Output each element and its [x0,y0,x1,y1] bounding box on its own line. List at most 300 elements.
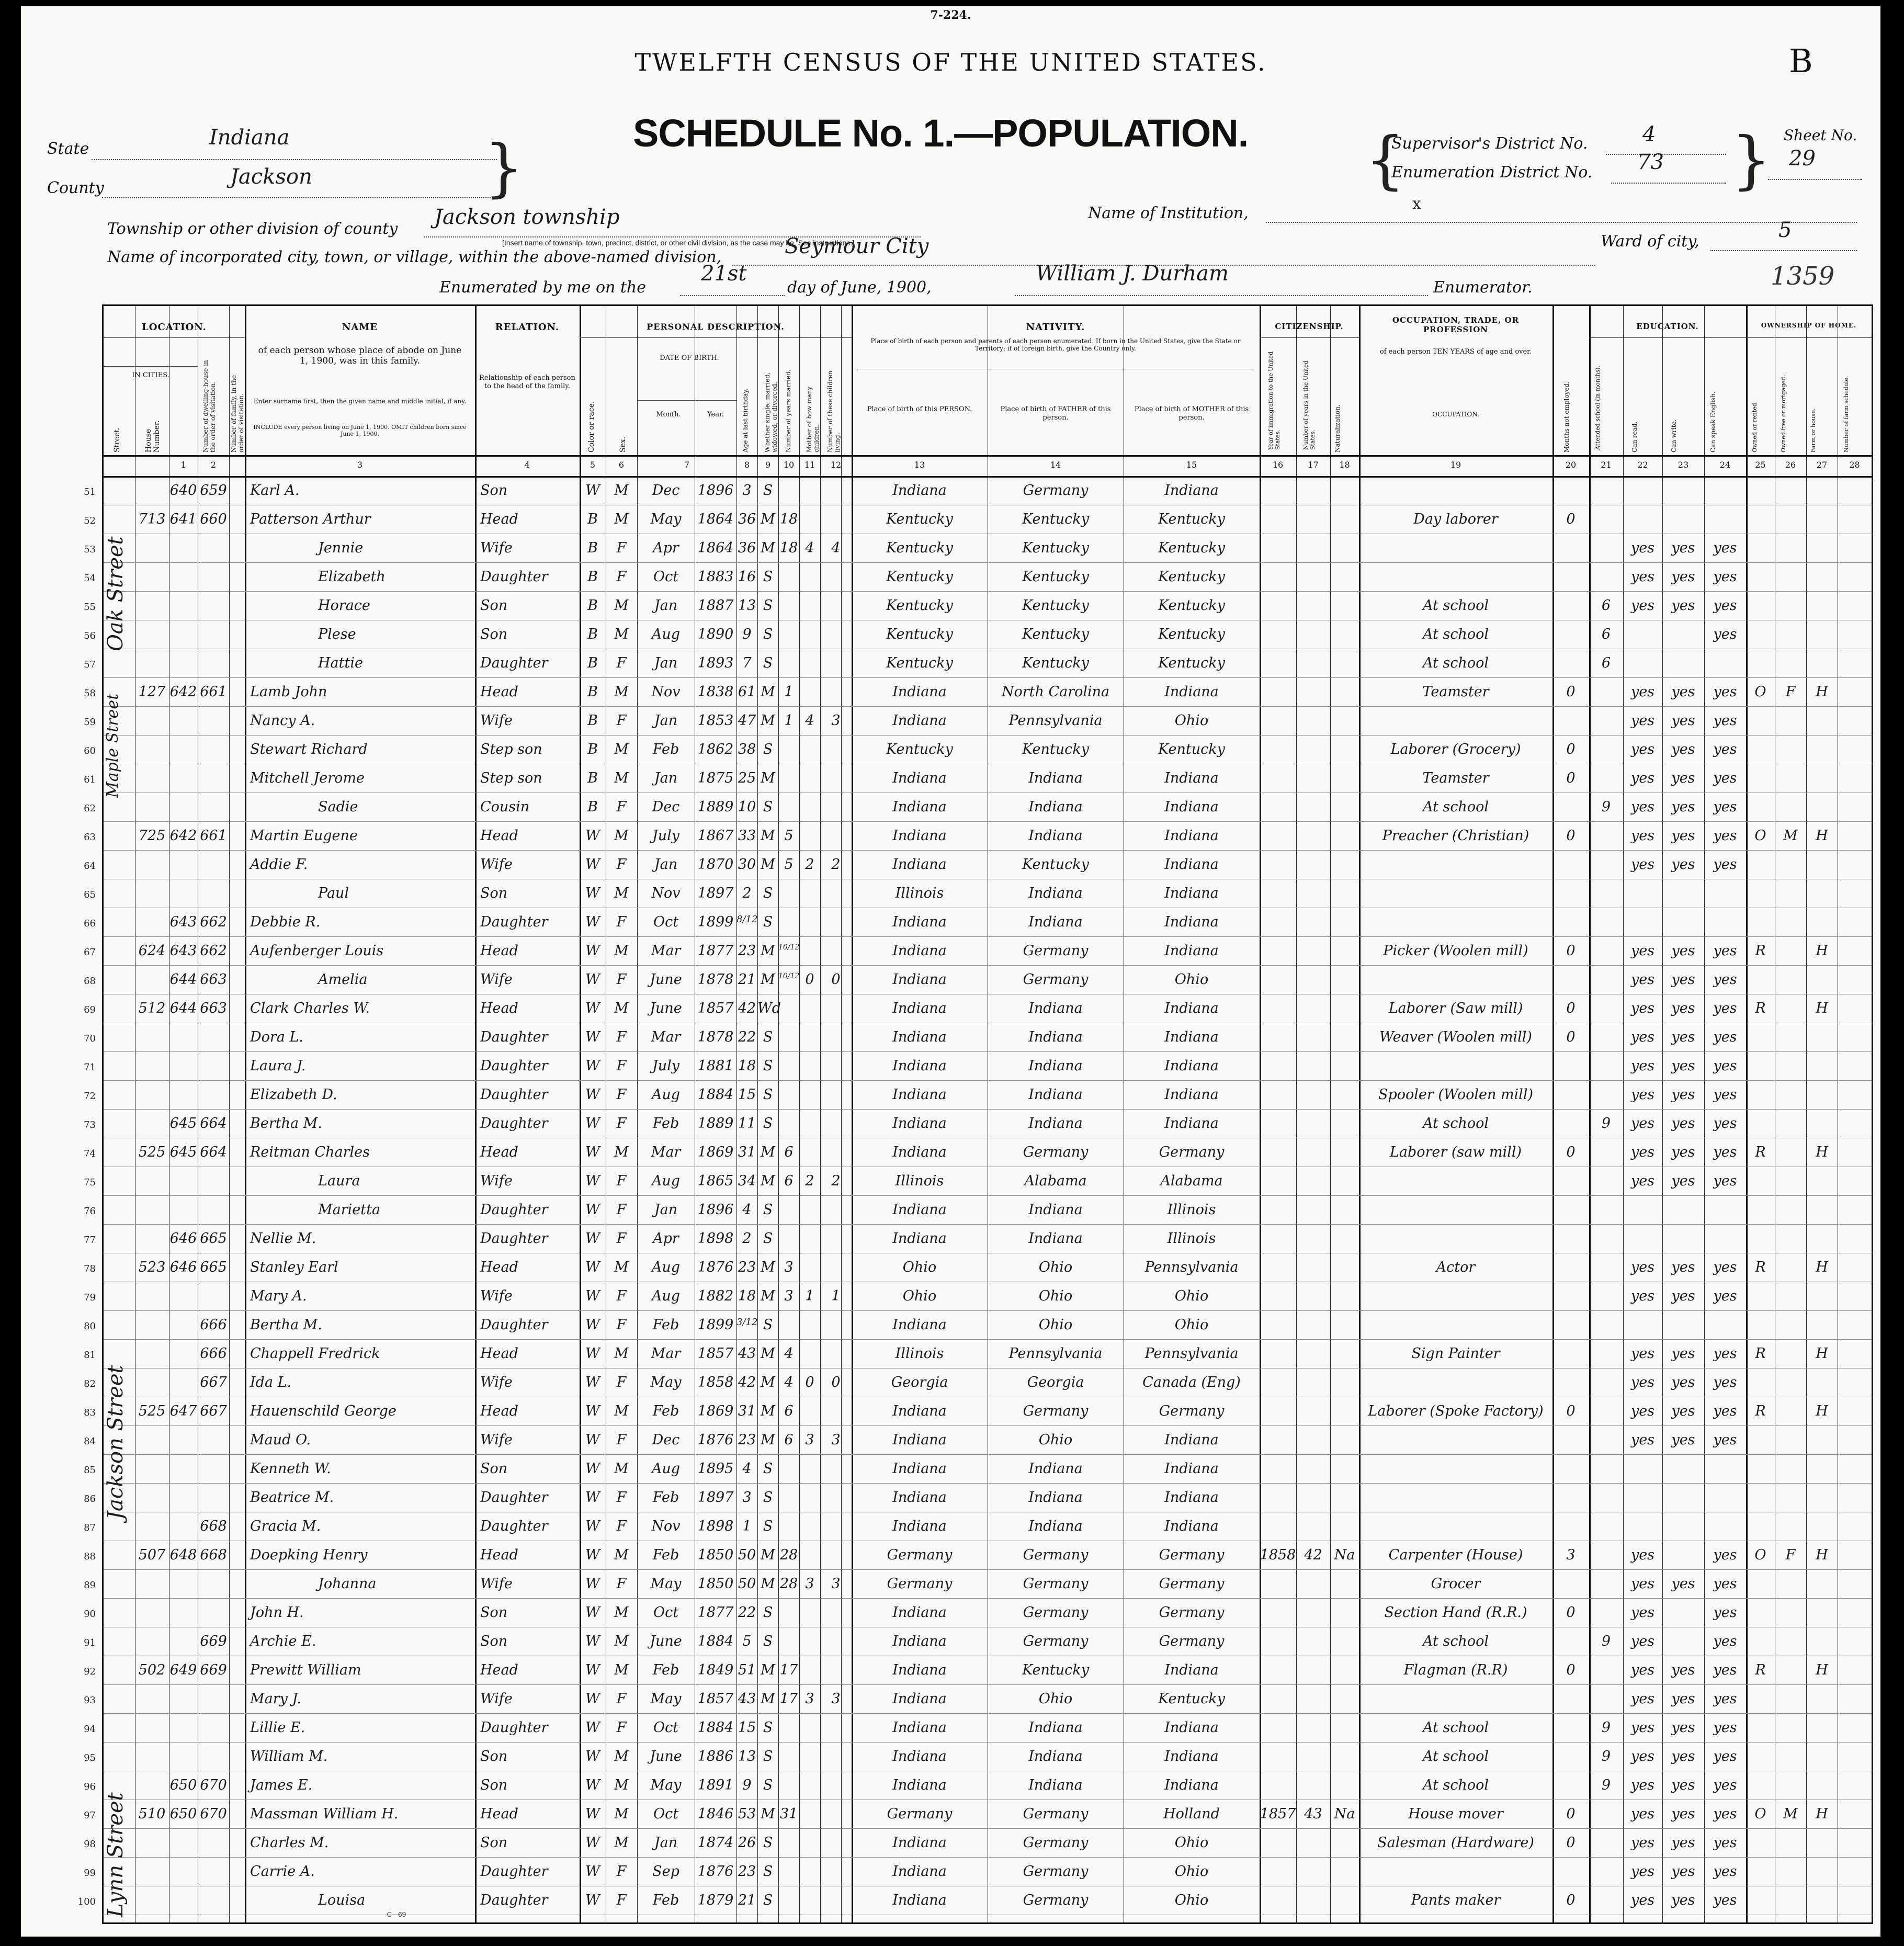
owned-rented-header: Owned or rented. [1751,401,1758,452]
birth-month: Mar [651,1144,681,1160]
age: 1 [742,1518,752,1534]
can-speak-english: yes [1713,1403,1737,1419]
age: 23 [738,1259,756,1275]
birthplace-mother: Indiana [1164,1058,1219,1074]
birth-month: Apr [653,540,679,556]
ward-underline [1710,250,1857,251]
column-number: 20 [1565,460,1577,470]
birth-month: Nov [651,684,681,700]
children-living: 3 [831,712,841,729]
free-mortgaged-header: Owned free or mortgaged. [1780,375,1787,452]
can-write: yes [1671,1144,1695,1160]
relation: Wife [480,1576,513,1592]
occupation: Pants maker [1411,1892,1501,1908]
table-row [84,1684,1872,1714]
dwelling-number: 642 [169,828,197,844]
relation: Head [480,1345,518,1362]
birth-month: Oct [653,914,679,930]
can-speak-english: yes [1713,1576,1737,1592]
township-label: Township or other division of county [107,220,398,238]
relation: Wife [480,712,513,729]
birthplace-mother: Germany [1159,1547,1225,1563]
street-jackson: Jackson Street [104,1365,128,1520]
person-name: Massman William H. [250,1806,399,1822]
birth-month: Nov [651,1518,681,1534]
birthplace-person: Indiana [892,856,947,873]
years-married: 5 [784,856,794,873]
owned-rented: O [1754,1806,1766,1822]
person-name: Gracia M. [250,1518,321,1534]
row-rule [580,337,852,338]
birth-month: Oct [653,1806,679,1822]
free-mortgaged: F [1785,684,1796,700]
immigration-year-header: Year of immigration to the United States. [1267,351,1281,450]
person-name: Mary A. [250,1288,307,1304]
birthplace-father: Kentucky [1022,540,1089,556]
birthplace-mother: Kentucky [1158,540,1225,556]
birth-year: 1889 [697,1115,734,1132]
can-read: yes [1630,1259,1655,1275]
age: 4 [742,1202,752,1218]
relation: Head [480,1547,518,1563]
birthplace-person: Indiana [892,1115,947,1132]
line-number: 66 [84,918,96,929]
row-rule [104,337,245,338]
column-number: 22 [1637,460,1648,470]
children-living: 2 [831,856,841,873]
owned-rented: O [1754,1547,1766,1563]
family-number: 665 [200,1259,227,1275]
birth-month: July [652,1058,680,1074]
birth-month: May [650,511,682,527]
marital-status: M [761,971,775,988]
marital-status: S [763,1489,773,1506]
birth-year: 1857 [697,1000,734,1016]
occupation: Teamster [1422,770,1489,786]
owned-rented: R [1755,1345,1766,1362]
age: 31 [738,1403,756,1419]
line-number: 61 [84,774,96,785]
color-race: B [587,626,598,642]
birthplace-mother: Kentucky [1158,626,1225,642]
age: 30 [738,856,756,873]
enumeration-value: 73 [1637,150,1664,174]
age: 3 [742,482,752,499]
line-number: 70 [84,1033,96,1044]
line-number: 55 [84,602,96,613]
birth-year: 1897 [697,885,734,901]
house-number: 507 [138,1547,166,1563]
table-row [84,1771,1872,1800]
color-race: W [585,1000,600,1016]
column-number: 27 [1816,460,1828,470]
line-number: 56 [84,630,96,641]
color-race: W [585,1806,600,1822]
table-row [84,1800,1872,1829]
relation: Daughter [480,1863,548,1880]
column-number: 16 [1272,460,1284,470]
line-number: 100 [77,1896,96,1907]
birthplace-person: Germany [887,1576,953,1592]
birthplace-person: Indiana [892,1748,947,1764]
line-number: 93 [84,1695,96,1706]
birth-year: 1862 [697,741,734,757]
table-row [84,476,1872,505]
age: 42 [738,1000,756,1016]
can-write: yes [1671,770,1695,786]
person-name: Reitman Charles [250,1144,370,1160]
birthplace-father: Germany [1023,1863,1089,1880]
birthplace-mother: Kentucky [1158,1691,1225,1707]
can-speak-english: yes [1713,770,1737,786]
farm-house: H [1816,1259,1828,1275]
months-unemployed: 0 [1566,1403,1576,1419]
color-race: B [587,741,598,757]
person-name: Horace [318,597,370,614]
attended-school: 9 [1601,1748,1611,1764]
family-number: 663 [200,1000,227,1016]
birthplace-person: Kentucky [886,540,953,556]
birthplace-mother: Indiana [1164,770,1219,786]
table-row [84,1051,1872,1081]
birth-year: 1864 [697,540,734,556]
birth-year: 1869 [697,1144,734,1160]
age: 3/12 [736,1317,758,1328]
color-race: W [585,1863,600,1880]
marital-status: M [761,684,775,700]
birthplace-person: Indiana [892,1489,947,1506]
color-header: Color or race. [587,401,596,452]
enumerated-date-text: day of June, 1900, [787,278,932,297]
occupation: Laborer (Saw mill) [1388,1000,1523,1016]
birth-year: 1897 [697,1489,734,1506]
birth-year: 1858 [697,1374,734,1390]
color-race: W [585,1144,600,1160]
color-race: W [585,1604,600,1621]
can-write: yes [1671,1691,1695,1707]
house-number: 127 [138,684,166,700]
can-read: yes [1630,856,1655,873]
sex: F [616,914,627,930]
dwelling-number: 644 [169,1000,197,1016]
can-write: yes [1671,1662,1695,1678]
line-number: 79 [84,1292,96,1303]
years-in-us: 42 [1304,1547,1322,1563]
age: 23 [738,1863,756,1880]
sheet-no-label: Sheet No. [1784,127,1857,144]
marital-status: S [763,914,773,930]
person-name: Hattie [318,655,363,671]
months-unemployed-header: Months not employed. [1563,381,1570,452]
occupation-desc: of each person TEN YEARS of age and over. [1379,348,1532,356]
children-living: 3 [831,1432,841,1448]
table-row [84,821,1872,851]
sex: M [614,1345,629,1362]
free-mortgaged: F [1785,1547,1796,1563]
can-speak-english: yes [1713,799,1737,815]
family-number: 666 [200,1317,227,1333]
person-name: Marietta [318,1202,381,1218]
family-number: 659 [200,482,227,499]
person-name: Patterson Arthur [250,511,371,527]
can-write: yes [1671,1892,1695,1908]
can-speak-english: yes [1713,684,1737,700]
table-row [84,1167,1872,1196]
birthplace-person: Indiana [892,482,947,499]
can-speak-header: Can speak English. [1709,391,1717,452]
farm-house: H [1816,1345,1828,1362]
can-speak-english: yes [1713,1892,1737,1908]
months-unemployed: 0 [1566,1806,1576,1822]
birthplace-mother: Germany [1159,1604,1225,1621]
state-underline [92,159,497,160]
years-married-header: Number of years married. [785,369,792,452]
citizenship-header: CITIZENSHIP. [1275,322,1344,331]
age: 31 [738,1144,756,1160]
sex: F [616,1518,627,1534]
occupation: Sign Painter [1411,1345,1500,1362]
owned-rented: O [1754,684,1766,700]
birth-month: Aug [651,1288,681,1304]
occupation: Day laborer [1413,511,1498,527]
can-write: yes [1671,1288,1695,1304]
years-married: 17 [779,1691,798,1707]
person-name: Hauenschild George [250,1403,396,1419]
children-living: 0 [831,1374,841,1390]
color-race: W [585,1691,600,1707]
age: 22 [738,1029,756,1045]
relation: Son [480,1461,508,1477]
birthplace-person: Indiana [892,1202,947,1218]
color-race: W [585,885,600,901]
marital-status: M [761,1173,775,1189]
relation: Son [480,626,508,642]
birth-month: Oct [653,1719,679,1736]
color-race: W [585,1633,600,1649]
marital-status: M [761,1144,775,1160]
months-unemployed: 0 [1566,1144,1576,1160]
can-read: yes [1630,1748,1655,1764]
birth-month: Feb [652,1115,679,1132]
relation: Son [480,1604,508,1621]
marital-status: M [761,1345,775,1362]
birthplace-mother: Indiana [1164,1432,1219,1448]
age: 61 [738,684,756,700]
relation: Head [480,828,518,844]
column-number: 14 [1050,460,1061,470]
birthplace-father: Indiana [1028,1029,1083,1045]
column-number: 6 [618,460,625,470]
birthplace-father: Indiana [1028,1058,1083,1074]
color-race: W [585,1892,600,1908]
family-number: 669 [200,1662,227,1678]
birthplace-father: Ohio [1038,1288,1073,1304]
can-read: yes [1630,1000,1655,1016]
birth-month: Aug [651,1461,681,1477]
occupation: Weaver (Woolen mill) [1379,1029,1532,1045]
table-row [84,879,1872,908]
mother-of-header: Mother of how many children. [806,386,820,452]
birth-month: Mar [651,1345,681,1362]
person-name: Sadie [318,799,358,815]
farm-house: H [1816,684,1828,700]
birth-year: 1893 [697,655,734,671]
relation: Step son [480,741,542,757]
relation: Wife [480,1288,513,1304]
birth-person-header: Place of birth of this PERSON. [867,405,972,413]
relation: Daughter [480,1029,548,1045]
marital-status: S [763,885,773,901]
relation: Daughter [480,1230,548,1247]
birth-year: 1896 [697,1202,734,1218]
table-row [84,1425,1872,1455]
color-race: W [585,1835,600,1851]
birthplace-person: Indiana [892,799,947,815]
can-read: yes [1630,1835,1655,1851]
table-row [84,850,1872,879]
sex: M [614,1461,629,1477]
can-write: yes [1671,1115,1695,1132]
birth-month: Jan [654,597,678,614]
can-write: yes [1671,1576,1695,1592]
column-number: 19 [1450,460,1461,470]
can-read: yes [1630,741,1655,757]
can-speak-english: yes [1713,741,1737,757]
sex: M [614,1835,629,1851]
sex: M [614,943,629,959]
relation: Wife [480,971,513,988]
sex: F [616,1288,627,1304]
census-sheet [21,6,1880,1937]
attended-school: 6 [1601,626,1611,642]
person-name: Karl A. [250,482,300,499]
birthplace-person: Indiana [892,1604,947,1621]
column-number: 21 [1601,460,1612,470]
age: 10 [738,799,756,815]
color-race: W [585,1058,600,1074]
row-rule [1260,337,1359,338]
can-write: yes [1671,1403,1695,1419]
line-number: 53 [84,544,96,555]
can-write: yes [1671,1719,1695,1736]
marital-header: Whether single, married, widowed, or divorced. [764,372,778,452]
age: 18 [738,1288,756,1304]
relation: Daughter [480,1489,548,1506]
birth-year: 1857 [697,1345,734,1362]
birthplace-mother: Indiana [1164,828,1219,844]
years-married: 28 [779,1576,798,1592]
mother-of-children: 4 [805,540,814,556]
birth-month: Feb [652,1662,679,1678]
sex: F [616,1576,627,1592]
birthplace-mother: Indiana [1164,1489,1219,1506]
can-write: yes [1671,943,1695,959]
birthplace-mother: Indiana [1164,1115,1219,1132]
marital-status: S [763,1835,773,1851]
house-number-header: House Number. [144,420,161,452]
years-married: 17 [779,1662,798,1678]
line-number: 88 [84,1551,96,1562]
can-write: yes [1671,684,1695,700]
color-race: B [587,511,598,527]
birth-month: May [650,1777,682,1793]
farm-house: H [1816,828,1828,844]
occupation: At school [1423,626,1489,642]
owned-rented: R [1755,1403,1766,1419]
birth-month: Dec [652,799,680,815]
months-unemployed: 0 [1566,770,1576,786]
can-write: yes [1671,828,1695,844]
birthplace-father: Indiana [1028,1230,1083,1247]
marital-status: M [761,770,775,786]
occupation: Preacher (Christian) [1382,828,1529,844]
marital-status: M [761,1374,775,1390]
age: 51 [738,1662,756,1678]
children-living-header: Number of these children living. [826,370,841,452]
institution-label: Name of Institution, [1088,204,1249,222]
age: 5 [742,1633,752,1649]
sex: F [616,1691,627,1707]
can-read: yes [1630,1662,1655,1678]
column-number: 13 [914,460,925,470]
sex-header: Sex. [619,436,627,452]
color-race: B [587,799,598,815]
ward-value: 5 [1778,218,1792,242]
can-speak-english: yes [1713,1288,1737,1304]
can-speak-english: yes [1713,1259,1737,1275]
marital-status: S [763,799,773,815]
age: 15 [738,1719,756,1736]
sheet-letter: B [1789,42,1813,80]
city-value: Seymour City [785,234,929,258]
person-name: Kenneth W. [250,1461,331,1477]
years-married: 6 [784,1403,794,1419]
column-number: 18 [1339,460,1350,470]
person-name: Lamb John [250,684,327,700]
birthplace-father: Kentucky [1022,511,1089,527]
column-number: 10 [783,460,795,470]
attended-school: 9 [1601,1719,1611,1736]
birth-father-header: Place of birth of FATHER of this person. [1000,405,1111,422]
years-married: 10/12 [778,943,800,952]
mother-of-children: 0 [805,971,814,988]
table-row [84,1253,1872,1282]
table-row [84,793,1872,822]
birth-mother-header: Place of birth of MOTHER of this person. [1134,405,1249,422]
age: 18 [738,1058,756,1074]
dwelling-number: 641 [169,511,197,527]
relation: Son [480,1748,508,1764]
city-label: Name of incorporated city, town, or village, within the above-named division, [107,248,722,266]
birthplace-mother: Ohio [1174,1288,1209,1304]
relation: Head [480,1144,518,1160]
relation: Daughter [480,1719,548,1736]
person-name: Clark Charles W. [250,1000,370,1016]
birth-year: 1838 [697,684,734,700]
sex: M [614,741,629,757]
line-number: 83 [84,1407,96,1418]
line-number: 74 [84,1148,96,1159]
years-married: 10/12 [778,972,800,980]
can-read: yes [1630,971,1655,988]
relation: Son [480,482,508,499]
marital-status: M [761,1288,775,1304]
age: 36 [738,511,756,527]
birthplace-father: Indiana [1028,885,1083,901]
years-married: 1 [784,712,794,729]
line-number: 78 [84,1263,96,1274]
age: 16 [738,569,756,585]
